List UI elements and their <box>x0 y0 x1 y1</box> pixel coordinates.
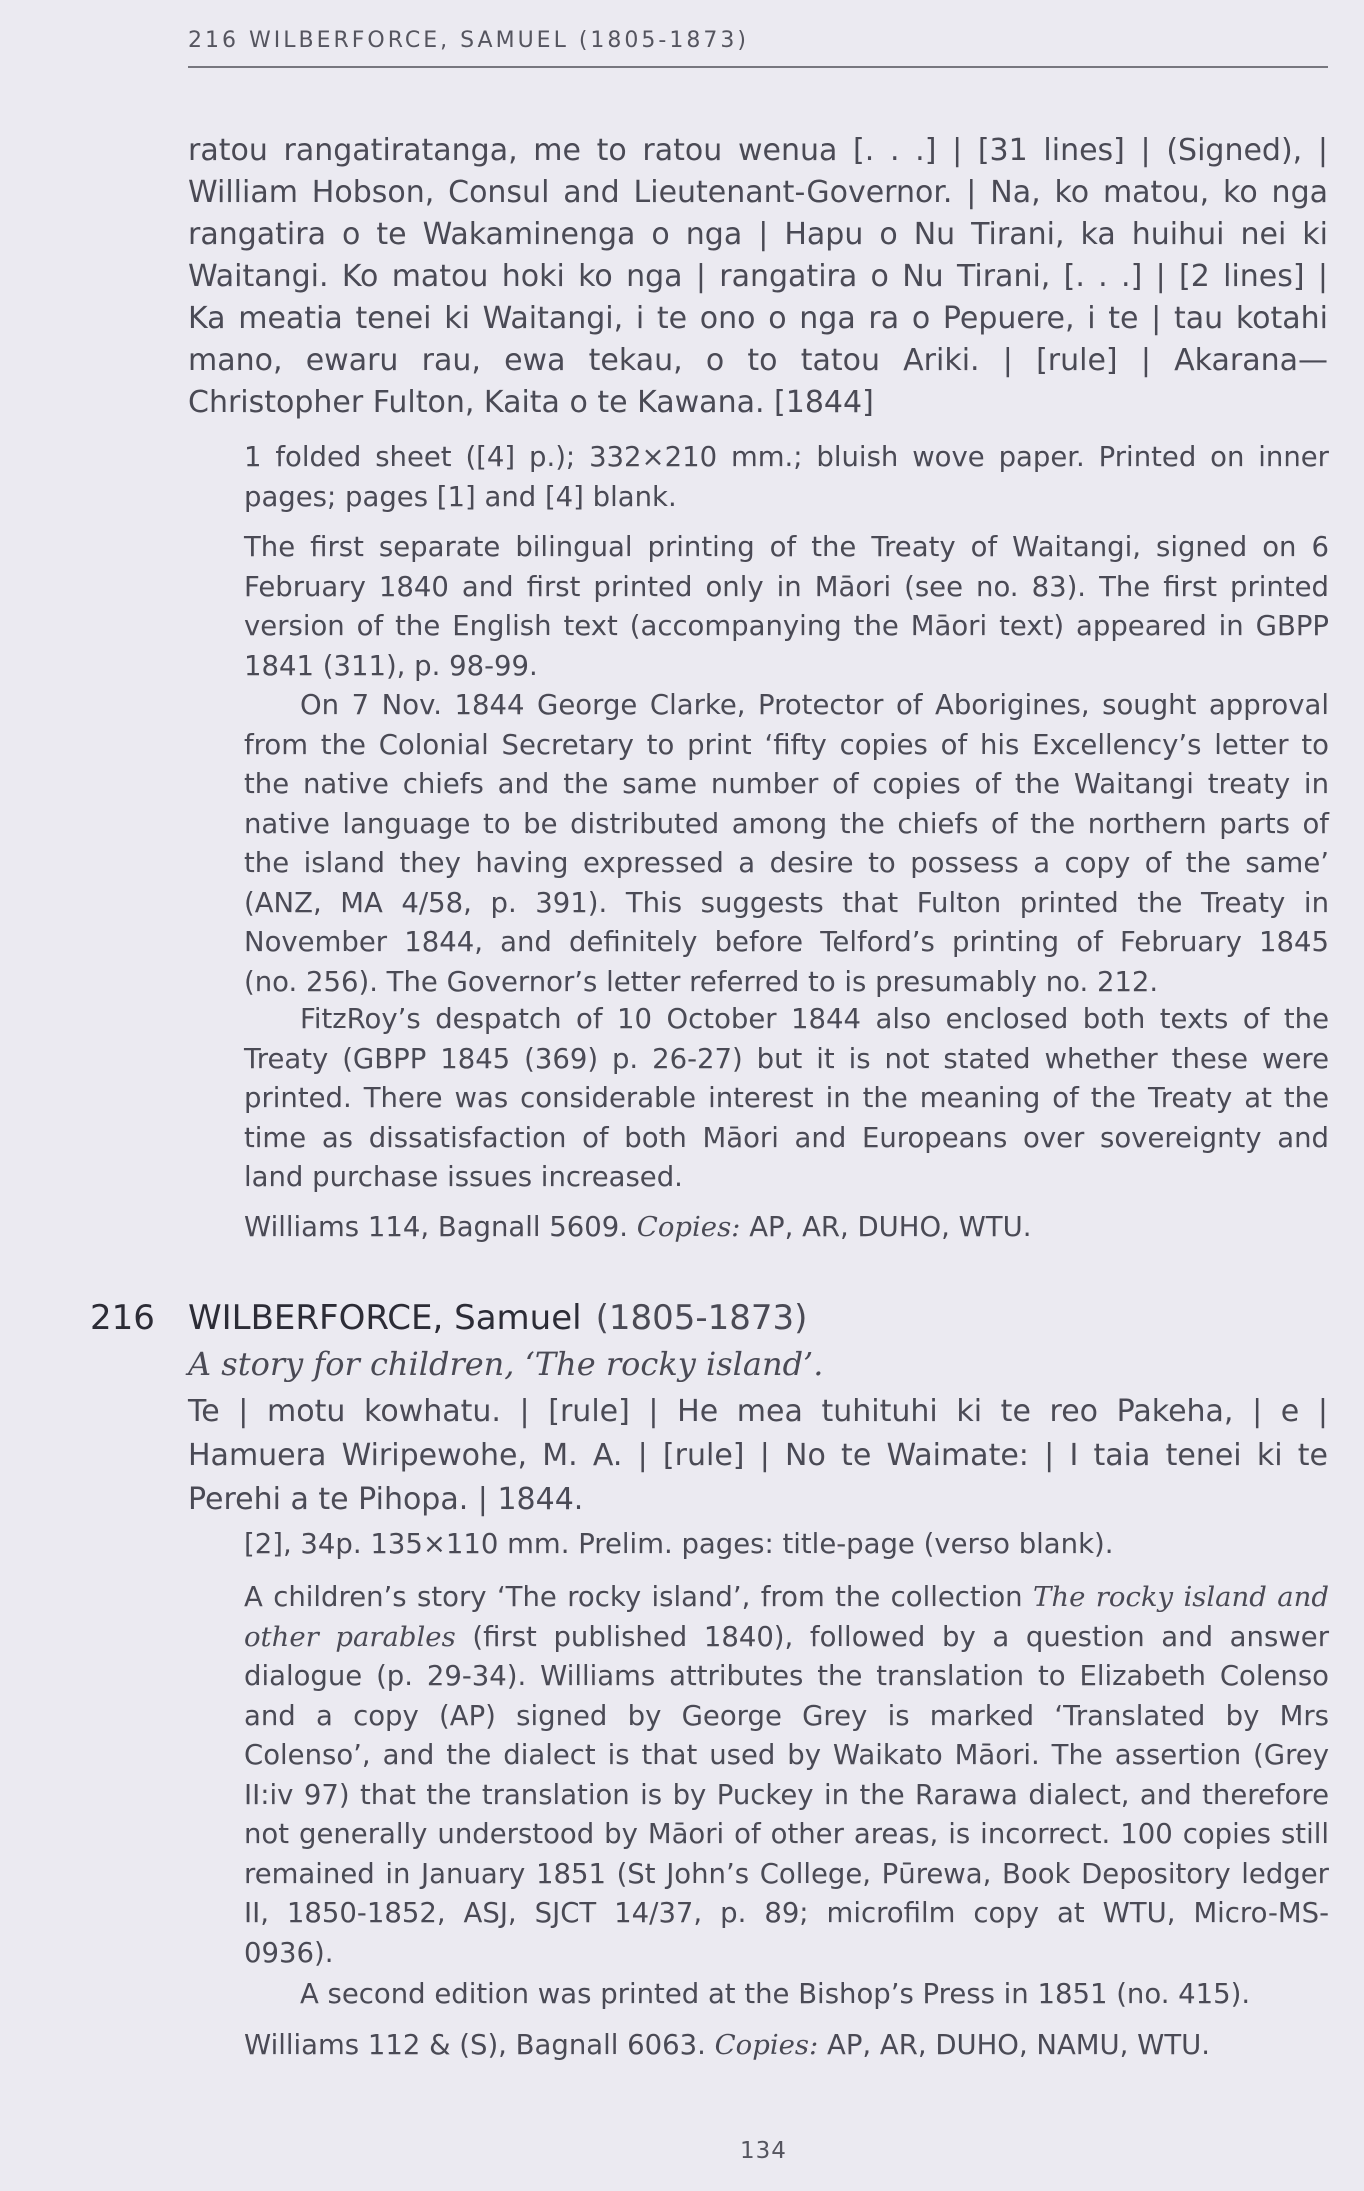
text-line: remained in January 1851 (St John’s College, Pūrewa, Book Depository ledger <box>244 1857 1329 1890</box>
text-line: February 1840 and first printed only in Māori (see no. 83). The first printed <box>244 570 1329 603</box>
prev-entry-note-1 <box>244 528 1329 686</box>
entry-references <box>244 2026 1329 2066</box>
text-line: the island they having expressed a desire to possess a copy of the same’ <box>244 847 1329 879</box>
references-line <box>244 2026 1329 2066</box>
text-line: Christopher Fulton, Kaita o te Kawana. [1844] <box>188 385 874 420</box>
text-line: 1841 (311), p. 98-99. <box>244 649 538 682</box>
header-rule <box>188 66 1328 68</box>
entry-collation <box>244 1525 1329 1565</box>
text-line: Te | motu kowhatu. | [rule] | He mea tuhituhi ki te reo Pakeha, | e | <box>188 1394 1328 1429</box>
text-line: printed. There was considerable interest in the meaning of the Treaty at the <box>244 1082 1329 1114</box>
text-run: (first published 1840), followed by a question and answer <box>472 1620 1329 1653</box>
entry-number: 216 <box>90 1298 155 1338</box>
prev-entry-note-2 <box>244 686 1329 1002</box>
text-line: The first separate bilingual printing of the Treaty of Waitangi, signed on 6 <box>244 531 1329 563</box>
text-line: ratou rangatiratanga, me to ratou wenua [. . .] | [31 lines] | (Signed), | <box>188 133 1328 168</box>
entry-transcription <box>188 1390 1328 1522</box>
text-line: version of the English text (accompanying the Māori text) appeared in GBPP <box>244 610 1329 642</box>
entry-subtitle: A story for children, ‘The rocky island’. <box>188 1345 824 1383</box>
text-line: native language to be distributed among the chiefs of the northern parts of <box>244 807 1329 840</box>
text-line: Ka meatia tenei ki Waitangi, i te ono o nga ra o Pepuere, i te | tau kotahi <box>188 301 1328 336</box>
book-title: The rocky island and <box>1033 1581 1329 1613</box>
text-line: land purchase issues increased. <box>244 1161 683 1193</box>
prev-entry-references <box>244 1208 1329 1248</box>
text-line: FitzRoy’s despatch of 10 October 1844 also enclosed both texts of the <box>300 1003 1329 1035</box>
text-line: A second edition was printed at the Bishop’s Press in 1851 (no. 415). <box>300 1978 1251 2010</box>
text-run: A children’s story ‘The rocky island’, from the collection <box>244 1581 1023 1613</box>
text-line: II:iv 97) that the translation is by Puckey in the Rarawa dialect, and therefore <box>244 1778 1329 1811</box>
text-line: the native chiefs and the same number of copies of the Waitangi treaty in <box>244 768 1329 800</box>
copies-label: Copies: <box>714 2029 819 2061</box>
text-line: mano, ewaru rau, ewa tekau, o to tatou Ariki. | [rule] | Akarana— <box>188 343 1328 378</box>
text-line: rangatira o te Wakaminenga o nga | Hapu o Nu Tirani, ka huihui nei ki <box>188 217 1328 252</box>
references-line <box>244 1208 1329 1248</box>
text-line: pages; pages [1] and [4] blank. <box>244 480 677 513</box>
text-line: Perehi a te Pihopa. | 1844. <box>188 1482 584 1517</box>
book-title: other parables <box>244 1620 456 1653</box>
text-line: 0936). <box>244 1936 334 1969</box>
references-text: Williams 112 & (S), Bagnall 6063. <box>244 2029 706 2061</box>
text-line: dialogue (p. 29-34). Williams attributes the translation to Elizabeth Colenso <box>244 1660 1329 1692</box>
copies-label: Copies: <box>636 1211 741 1243</box>
text-line: II, 1850-1852, ASJ, SJCT 14/37, p. 89; microfilm copy at WTU, Micro-MS- <box>244 1897 1329 1929</box>
text-line: Treaty (GBPP 1845 (369) p. 26-27) but it is not stated whether these were <box>244 1042 1329 1075</box>
text-line: (ANZ, MA 4/58, p. 391). This suggests that Fulton printed the Treaty in <box>244 886 1329 919</box>
copies-list: AP, AR, DUHO, NAMU, WTU. <box>827 2029 1211 2061</box>
prev-entry-transcription <box>188 130 1328 424</box>
text-line: William Hobson, Consul and Lieutenant-Governor. | Na, ko matou, ko nga <box>188 175 1328 210</box>
text-line: Colenso’, and the dialect is that used by Waikato Māori. The assertion (Grey <box>244 1739 1329 1771</box>
text-line: Waitangi. Ko matou hoki ko nga | rangatira o Nu Tirani, [. . .] | [2 lines] | <box>188 259 1328 294</box>
entry-heading <box>188 1298 807 1338</box>
text-line: time as dissatisfaction of both Māori and Europeans over sovereignty and <box>244 1121 1329 1154</box>
prev-entry-note-3 <box>244 1000 1329 1198</box>
entry-note-1 <box>244 1578 1329 1973</box>
entry-dates: (1805-1873) <box>595 1298 808 1338</box>
copies-list: AP, AR, DUHO, WTU. <box>749 1211 1032 1243</box>
text-line: from the Colonial Secretary to print ‘fifty copies of his Excellency’s letter to <box>244 728 1329 761</box>
page-number: 134 <box>740 2138 787 2164</box>
text-line <box>244 1618 1329 1658</box>
entry-author: WILBERFORCE, Samuel <box>188 1298 582 1338</box>
text-line: (no. 256). The Governor’s letter referred to is presumably no. 212. <box>244 965 1159 998</box>
text-line: Hamuera Wiripewohe, M. A. | [rule] | No te Waimate: | I taia tenei ki te <box>188 1438 1328 1473</box>
text-line <box>244 1578 1329 1618</box>
entry-note-2 <box>244 1975 1329 2015</box>
text-line: and a copy (AP) signed by George Grey is marked ‘Translated by Mrs <box>244 1699 1329 1732</box>
prev-entry-collation <box>244 438 1329 517</box>
running-head: 216 WILBERFORCE, SAMUEL (1805-1873) <box>188 28 749 53</box>
text-line: not generally understood by Māori of other areas, is incorrect. 100 copies still <box>244 1818 1329 1850</box>
text-line: [2], 34p. 135×110 mm. Prelim. pages: title-page (verso blank). <box>244 1528 1114 1560</box>
text-line: On 7 Nov. 1844 George Clarke, Protector of Aborigines, sought approval <box>300 689 1329 721</box>
references-text: Williams 114, Bagnall 5609. <box>244 1211 629 1243</box>
text-line: November 1844, and definitely before Telford’s printing of February 1845 <box>244 926 1329 958</box>
text-line: 1 folded sheet ([4] p.); 332×210 mm.; bluish wove paper. Printed on inner <box>244 441 1329 473</box>
